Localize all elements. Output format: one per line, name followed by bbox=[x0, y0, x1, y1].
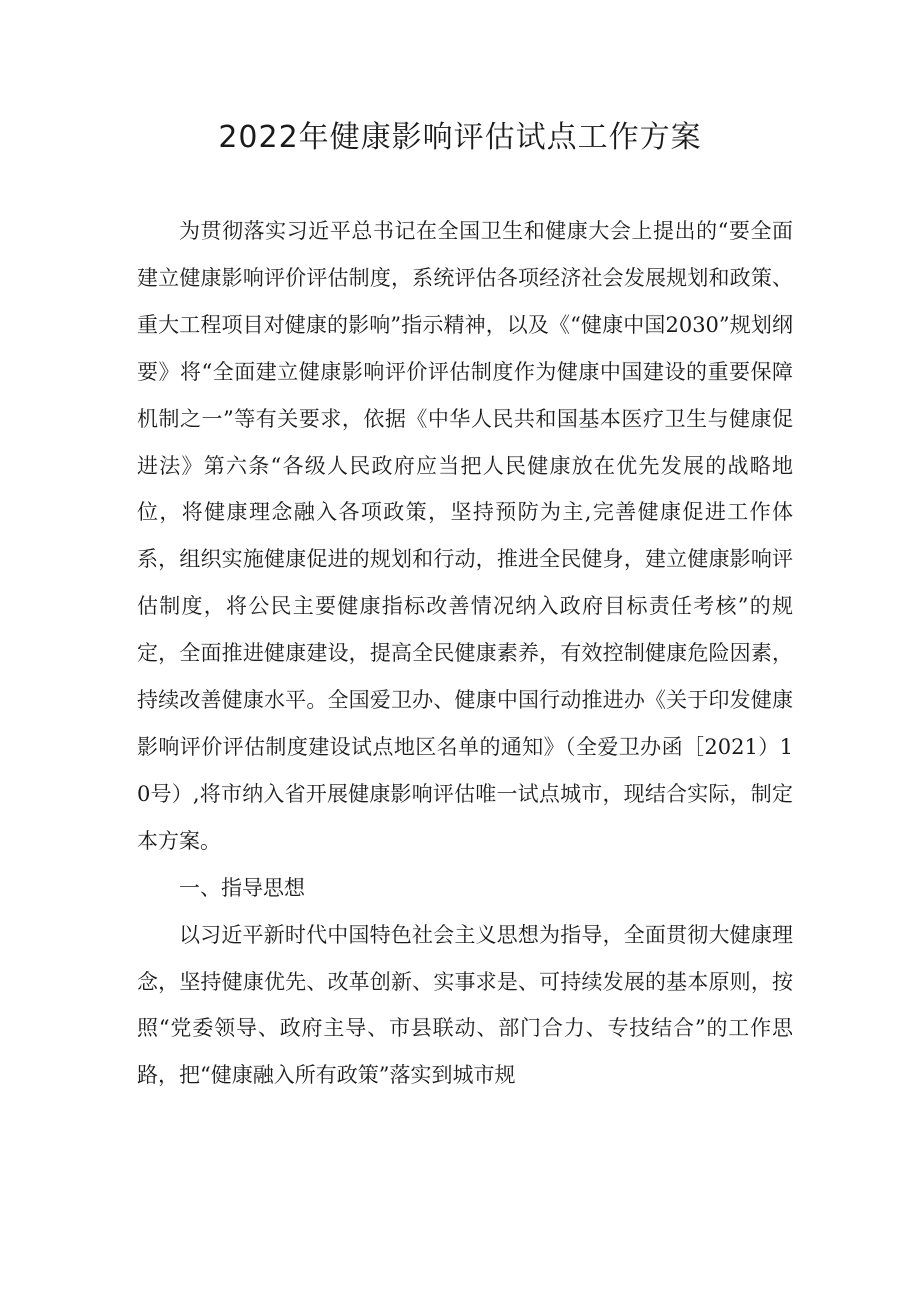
document-body bbox=[137, 208, 793, 1099]
section-paragraph-guiding-ideology: 以习近平新时代中国特色社会主义思想为指导，全面贯彻大健康理念，坚持健康优先、改革创新、实事求是、可持续发展的基本原则，按照“党委领导、政府主导、市县联动、部门合力、专技结合”的工作思路，把“健康融入所有政策”落实到城市规 bbox=[137, 922, 793, 1088]
section-heading-guiding-ideology: 一、指导思想 bbox=[179, 875, 305, 900]
intro-paragraph: 为贯彻落实习近平总书记在全国卫生和健康大会上提出的“要全面建立健康影响评价评估制度，系统评估各项经济社会发展规划和政策、重大工程项目对健康的影响”指示精神，以及《“健康中国2030”规划纲要》将“全面建立健康影响评价评估制度作为健康中国建设的重要保障机制之一”等有关要求，依据《中华人民共和国基本医疗卫生与健康促进法》第六条“各级人民政府应当把人民健康放在优先发展的战略地位，将健康理念融入各项政策，坚持预防为主,完善健康促进工作体系，组织实施健康促进的规划和行动，推进全民健身，建立健康影响评估制度，将公民主要健康指标改善情况纳入政府目标责任考核”的规定，全面推进健康建设，提高全民健康素养，有效控制健康危险因素，持续改善健康水平。全国爱卫办、健康中国行动推进办《关于印发健康影响评价评估制度建设试点地区名单的通知》（全爱卫办函［2021）10号）,将市纳入省开展健康影响评估唯一试点城市，现结合实际，制定本方案。 bbox=[137, 219, 793, 853]
document-title: 2022年健康影响评估试点工作方案 bbox=[218, 120, 702, 155]
